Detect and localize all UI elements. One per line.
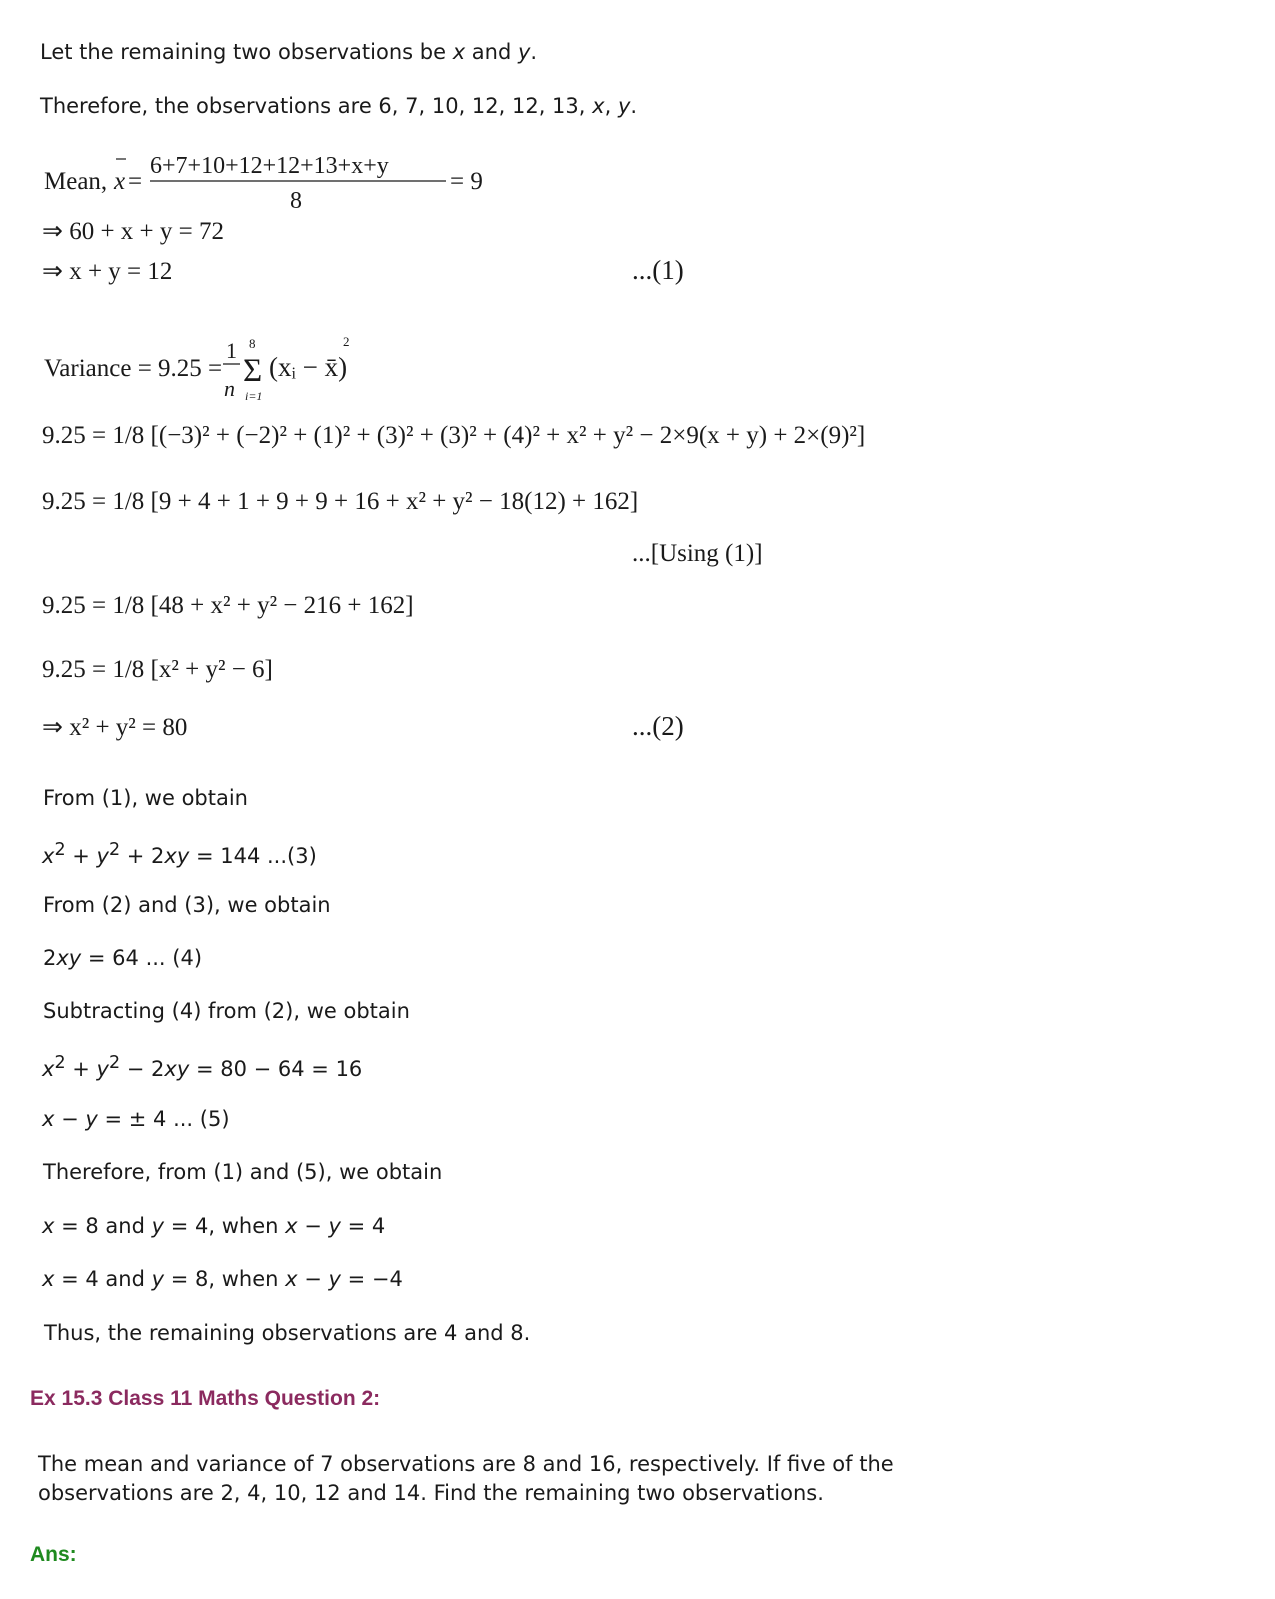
variance-expansion: 9.25 = 1/8 [(−3)² + (−2)² + (1)² + (3)² + (3)² + (4)² + x² + y² − 2×9(x + y) + 2×(9)²] [42, 422, 866, 449]
text-fragment: = 144 ...(3) [189, 844, 317, 868]
deviation-term: (xᵢ − x̄) [269, 352, 348, 382]
var-x: x [42, 1214, 55, 1238]
var-x: x [452, 40, 466, 64]
var-x: x [42, 1267, 55, 1291]
text-fragment: + 2 [120, 844, 165, 868]
variance-reduced: 9.25 = 1/8 [x² + y² − 6] [42, 656, 273, 683]
text-fragment: and [465, 40, 518, 64]
text-fragment: + [65, 1057, 97, 1081]
intro-line [40, 40, 537, 64]
exponent: 2 [54, 1053, 66, 1073]
equation-4 [43, 946, 202, 970]
xbar: x [114, 168, 126, 195]
equation-3 [42, 840, 317, 868]
exponent: 2 [343, 334, 350, 349]
question-text-line-2: observations are 2, 4, 10, 12 and 14. Find the remaining two observations. [38, 1481, 824, 1505]
text-fragment: Let the remaining two observations be [40, 40, 453, 64]
var-y: y [328, 1267, 341, 1291]
variance-simplified: 9.25 = 1/8 [48 + x² + y² − 216 + 162] [42, 592, 414, 619]
question-heading: Ex 15.3 Class 11 Maths Question 2: [30, 1387, 381, 1410]
var-xy: xy [164, 1057, 190, 1081]
text-fragment: 2 [43, 946, 57, 970]
using-note: ...[Using (1)] [632, 540, 763, 567]
text-fragment: = 64 ... (4) [81, 946, 203, 970]
text-fragment: = 8, when [164, 1267, 286, 1291]
step-text: From (2) and (3), we obtain [43, 893, 331, 917]
var-y: y [85, 1107, 98, 1131]
step-text: From (1), we obtain [43, 786, 248, 810]
text-fragment: = 80 − 64 = 16 [189, 1057, 363, 1081]
var-x: x [42, 844, 55, 868]
mean-result: = 9 [450, 168, 483, 195]
observations-line [40, 94, 637, 118]
exponent: 2 [54, 840, 66, 860]
equation-tag-2: ...(2) [632, 711, 684, 741]
text-fragment: Therefore, the observations are 6, 7, 10, 12, 12, 13, [40, 94, 593, 118]
text-fragment: . [630, 94, 638, 118]
var-x: x [592, 94, 605, 118]
equation-5 [42, 1107, 230, 1131]
conclusion: Thus, the remaining observations are 4 and 8. [44, 1321, 531, 1345]
sum-upper-limit: 8 [249, 336, 256, 351]
fraction-one: 1 [226, 338, 237, 363]
var-y: y [517, 40, 531, 64]
var-xy: xy [56, 946, 82, 970]
question-text-line-1: The mean and variance of 7 observations are 8 and 16, respectively. If five of the [38, 1452, 894, 1476]
var-x: x [285, 1267, 298, 1291]
var-y: y [151, 1267, 165, 1291]
equation-2: ⇒ x² + y² = 80 [42, 714, 188, 741]
solution-case-2 [42, 1267, 403, 1291]
text-fragment: = 4 [340, 1214, 386, 1238]
var-x: x [285, 1214, 298, 1238]
text-fragment: − [297, 1267, 329, 1291]
difference-equation [42, 1053, 362, 1081]
var-y: y [96, 844, 109, 868]
var-y: y [151, 1214, 165, 1238]
mean-denominator: 8 [290, 188, 302, 214]
var-y: y [96, 1057, 109, 1081]
var-y: y [617, 94, 631, 118]
variance-substitution: 9.25 = 1/8 [9 + 4 + 1 + 9 + 9 + 16 + x² + y² − 18(12) + 162] [42, 488, 639, 515]
mean-numerator: 6+7+10+12+12+13+x+y [150, 153, 389, 179]
mean-label: Mean, [44, 168, 108, 195]
n-variable: n [224, 376, 235, 401]
var-x: x [42, 1057, 55, 1081]
text-fragment: = 4, when [164, 1214, 286, 1238]
var-y: y [328, 1214, 341, 1238]
solution-case-1 [42, 1214, 385, 1238]
variance-label: Variance = 9.25 = [44, 355, 223, 382]
equals-sign: = [128, 168, 143, 195]
variance-formula [40, 332, 380, 406]
mean-formula [40, 148, 500, 216]
text-fragment: = 8 and [54, 1214, 152, 1238]
text-fragment: . [530, 40, 538, 64]
answer-label: Ans: [30, 1543, 77, 1566]
text-fragment: − 2 [120, 1057, 165, 1081]
text-fragment: − [297, 1214, 329, 1238]
var-xy: xy [164, 844, 190, 868]
text-fragment: + [65, 844, 97, 868]
text-fragment: = 4 and [54, 1267, 152, 1291]
exponent: 2 [108, 840, 121, 860]
text-fragment: − [54, 1107, 86, 1131]
sigma-symbol: Σ [243, 353, 263, 389]
sum-lower-limit: i=1 [245, 389, 263, 403]
exponent: 2 [108, 1053, 121, 1073]
text-fragment: , [604, 94, 618, 118]
step-text: Subtracting (4) from (2), we obtain [43, 999, 410, 1023]
step-text: Therefore, from (1) and (5), we obtain [43, 1160, 443, 1184]
text-fragment: = ± 4 ... (5) [97, 1107, 230, 1131]
equation-1: ⇒ x + y = 12 [42, 258, 173, 285]
var-x: x [42, 1107, 55, 1131]
equation-60: ⇒ 60 + x + y = 72 [42, 218, 224, 245]
text-fragment: = −4 [340, 1267, 403, 1291]
equation-tag-1: ...(1) [632, 255, 684, 285]
